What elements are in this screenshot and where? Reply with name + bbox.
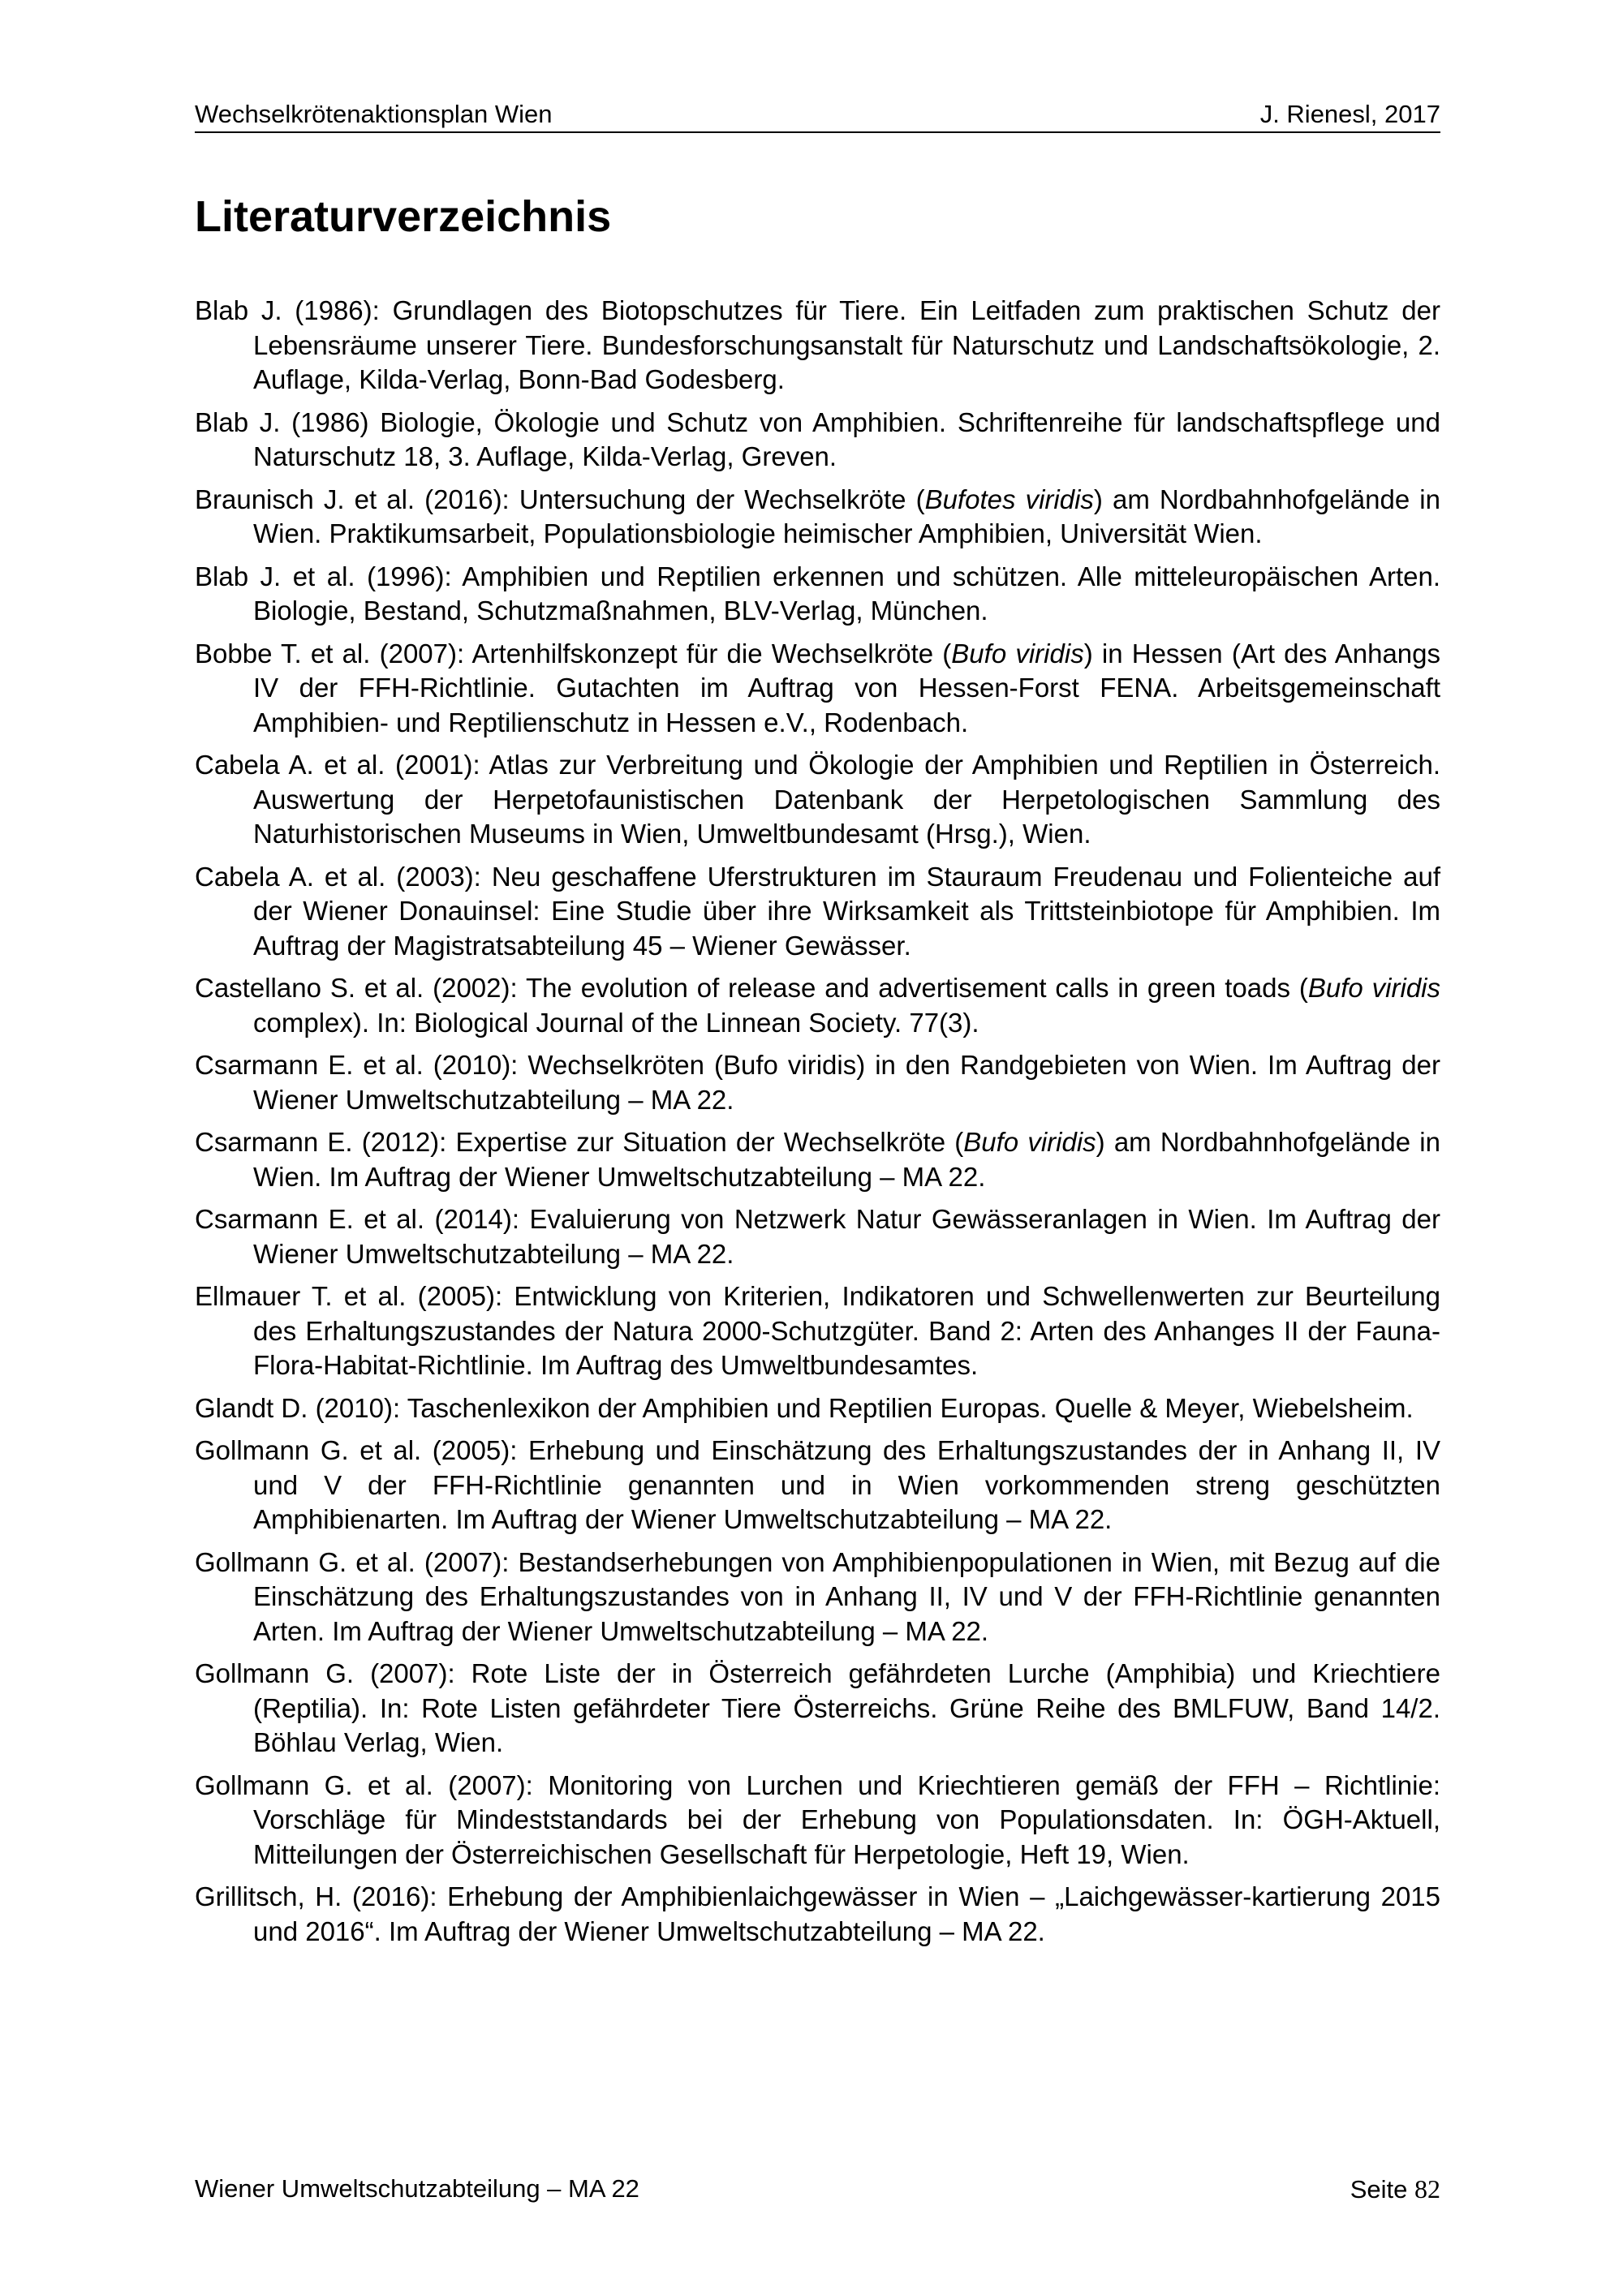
reference-entry [195, 971, 1440, 1040]
reference-text: Blab J. (1986): Grundlagen des Biotopschutzes für Tiere. Ein Leitfaden zum praktischen Schutz der Lebensräume unserer Tiere. Bundesforschungsanstalt für Naturschutz und Landschaftsökologie, 2. Auflage, Kilda-Verlag, Bonn-Bad Godesberg. [195, 295, 1440, 394]
reference-text: Gollmann G. et al. (2007): Monitoring von Lurchen und Kriechtieren gemäß der FFH – Richtlinie: Vorschläge für Mindeststandards bei der Erhebung von Populationsdaten. In: ÖGH-Aktuell, Mitteilungen der Österreichischen Gesellschaft für Herpetologie, Heft 19, Wien. [195, 1769, 1440, 1869]
reference-entry [195, 1279, 1440, 1383]
reference-entry [195, 294, 1440, 398]
reference-species-name: Bufo viridis [951, 638, 1084, 669]
reference-entry [195, 1880, 1440, 1949]
footer-page-number: 82 [1414, 2174, 1440, 2204]
reference-text: Cabela A. et al. (2001): Atlas zur Verbreitung und Ökologie der Amphibien und Reptilien in Österreich. Auswertung der Herpetofaunistischen Datenbank der Herpetologischen Sammlung des Naturhistorischen Museums in Wien, Umweltbundesamt (Hrsg.), Wien. [195, 750, 1440, 849]
reference-species-name: Bufotes viridis [924, 484, 1094, 514]
reference-text: Braunisch J. et al. (2016): Untersuchung der Wechselkröte ( [195, 484, 925, 514]
reference-entry [195, 860, 1440, 964]
reference-entry [195, 1769, 1440, 1872]
reference-entry [195, 1546, 1440, 1649]
reference-species-name: Bufo viridis [1307, 973, 1441, 1003]
reference-entry [195, 1125, 1440, 1194]
reference-text: Blab J. (1986) Biologie, Ökologie und Schutz von Amphibien. Schriftenreihe für landschaftspflege und Naturschutz 18, 3. Auflage, Kilda-Verlag, Greven. [195, 406, 1440, 471]
reference-list [195, 294, 1440, 1957]
reference-text: Bobbe T. et al. (2007): Artenhilfskonzept für die Wechselkröte ( [195, 638, 952, 669]
reference-entry [195, 1048, 1440, 1117]
reference-text: Csarmann E. et al. (2014): Evaluierung von Netzwerk Natur Gewässeranlagen in Wien. Im Auftrag der Wiener Umweltschutzabteilung – MA 22. [195, 1204, 1440, 1269]
header-author-year: J. Rienesl, 2017 [1259, 100, 1440, 128]
reference-text: Gollmann G. et al. (2007): Bestandserhebungen von Amphibienpopulationen in Wien, mit Bezug auf die Einschätzung des Erhaltungszustandes von in Anhang II, IV und V der FFH-Richtlinie genannten Arten. Im Auftrag der Wiener Umweltschutzabteilung – MA 22. [195, 1546, 1440, 1646]
reference-entry [195, 560, 1440, 629]
reference-text: Gollmann G. (2007): Rote Liste der in Österreich gefährdeten Lurche (Amphibia) und Kriechtiere (Reptilia). In: Rote Listen gefährdeter Tiere Österreichs. Grüne Reihe des BMLFUW, Band 14/2. Böhlau Verlag, Wien. [195, 1658, 1440, 1757]
page-header [195, 96, 1440, 133]
reference-text: Gollmann G. et al. (2005): Erhebung und Einschätzung des Erhaltungszustandes der in Anhang II, IV und V der FFH-Richtlinie genannten und in Wien vorkommenden streng geschützten Amphibienarten. Im Auftrag der Wiener Umweltschutzabteilung – MA 22. [195, 1435, 1440, 1534]
reference-text: Grillitsch, H. (2016): Erhebung der Amphibienlaichgewässer in Wien – „Laichgewässer-kartierung 2015 und 2016“. Im Auftrag der Wiener Umweltschutzabteilung – MA 22. [195, 1881, 1440, 1946]
page-title: Literaturverzeichnis [195, 192, 612, 241]
reference-text: ) am Nordbahnhofgelände in Wien. Praktikumsarbeit, Populationsbiologie heimischer Amphibien, Universität Wien. [253, 484, 1440, 548]
reference-species-name: Bufo viridis [963, 1127, 1096, 1157]
reference-text: Ellmauer T. et al. (2005): Entwicklung von Kriterien, Indikatoren und Schwellenwerten zur Beurteilung des Erhaltungszustandes der Natura 2000-Schutzgüter. Band 2: Arten des Anhanges II der Fauna-Flora-Habitat-Richtlinie. Im Auftrag des Umweltbundesamtes. [195, 1281, 1440, 1380]
footer-page [1350, 2171, 1440, 2208]
reference-entry [195, 1434, 1440, 1537]
page-footer [195, 2171, 1440, 2207]
reference-text: Csarmann E. (2012): Expertise zur Situation der Wechselkröte ( [195, 1127, 964, 1157]
reference-entry [195, 1391, 1440, 1426]
reference-text: ) am Nordbahnhofgelände in Wien. Im Auftrag der Wiener Umweltschutzabteilung – MA 22. [253, 1127, 1440, 1192]
reference-entry [195, 1657, 1440, 1761]
header-document-title: Wechselkrötenaktionsplan Wien [195, 100, 553, 128]
reference-text: complex). In: Biological Journal of the Linnean Society. 77(3). [253, 1007, 979, 1038]
reference-entry [195, 483, 1440, 552]
reference-text: Cabela A. et al. (2003): Neu geschaffene Uferstrukturen im Stauraum Freudenau und Folienteiche auf der Wiener Donauinsel: Eine Studie über ihre Wirksamkeit als Trittsteinbiotope für Amphibien. Im Auftrag der Magistratsabteilung 45 – Wiener Gewässer. [195, 861, 1440, 961]
reference-entry [195, 748, 1440, 852]
reference-text: Csarmann E. et al. (2010): Wechselkröten (Bufo viridis) in den Randgebieten von Wien. Im Auftrag der Wiener Umweltschutzabteilung – MA 22. [195, 1050, 1440, 1115]
footer-page-label: Seite [1350, 2175, 1408, 2204]
reference-entry [195, 637, 1440, 741]
reference-text: Castellano S. et al. (2002): The evolution of release and advertisement calls in green toads ( [195, 973, 1308, 1003]
reference-entry [195, 406, 1440, 475]
footer-department: Wiener Umweltschutzabteilung – MA 22 [195, 2174, 639, 2203]
reference-text: Blab J. et al. (1996): Amphibien und Reptilien erkennen und schützen. Alle mitteleuropäischen Arten. Biologie, Bestand, Schutzmaßnahmen, BLV-Verlag, München. [195, 561, 1440, 626]
reference-text: ) in Hessen (Art des Anhangs IV der FFH-Richtlinie. Gutachten im Auftrag von Hessen-Forst FENA. Arbeitsgemeinschaft Amphibien- und Reptilienschutz in Hessen e.V., Rodenbach. [253, 638, 1441, 737]
reference-text: Glandt D. (2010): Taschenlexikon der Amphibien und Reptilien Europas. Quelle & Meyer, Wiebelsheim. [195, 1392, 1414, 1423]
reference-entry [195, 1202, 1440, 1271]
